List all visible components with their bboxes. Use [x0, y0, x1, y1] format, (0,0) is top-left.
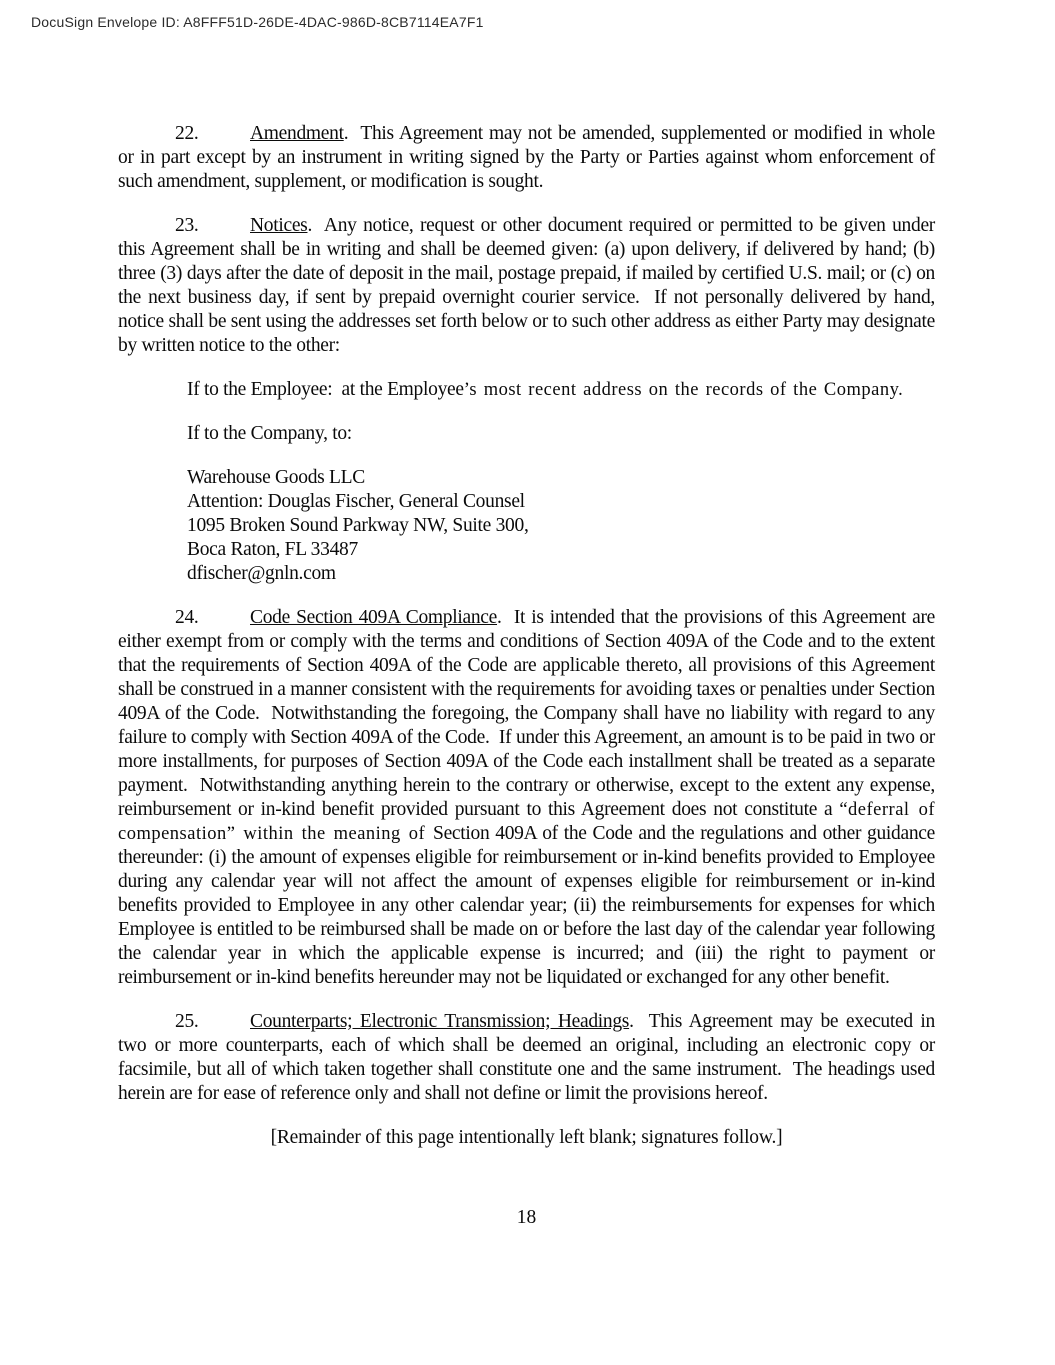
paragraph-22-heading: Amendment [250, 123, 344, 144]
paragraph-25-heading: Counterparts; Electronic Transmission; Headings [250, 1011, 630, 1032]
paragraph-25-number: 25. [175, 1011, 199, 1032]
paragraph-24-text-1: It is intended that the provisions of this Agreement are either exempt from or comply with the terms and conditions of Section 409A of the Code and to the extent that the requirements of Section 409A of the Code are applicable thereto, all provisions of this Agreement shall be construed in a manner consistent with the requirements for avoiding taxes or penalties under Section 409A of the Code. Notwithstanding the foregoing, the Company shall have no liability with regard to any failure to comply with Section 409A of the Code. If under this Agreement, an amount is to be paid in two or more installments, for purposes of Section 409A of the Code each installment shall be treated as a separate payment. Notwithstanding anything herein to the contrary or otherwise, except to the extent any expense, reimbursement or in-kind benefit provided pursuant to this Agreement does not constitute a [118, 607, 936, 820]
employee-notice-line [118, 378, 935, 402]
paragraph-24-heading: Code Section 409A Compliance [250, 607, 498, 628]
paragraph-22-number: 22. [175, 123, 199, 144]
paragraph-24-separator: . [497, 607, 514, 628]
company-notice-line: If to the Company, to: [187, 423, 352, 444]
paragraph-23 [118, 214, 935, 358]
paragraph-22-separator: . [343, 123, 361, 144]
paragraph-24 [118, 606, 935, 990]
remainder-note: [Remainder of this page intentionally left blank; signatures follow.] [270, 1127, 783, 1148]
employee-notice-rest: ’s most recent address on the records of the Company. [463, 380, 904, 400]
paragraph-23-separator: . [307, 215, 324, 236]
attention-line: Attention: Douglas Fischer, General Counsel [187, 491, 525, 512]
document-body [118, 122, 935, 1230]
paragraph-22-text: This Agreement may not be amended, supplemented or modified in whole or in part except by an instrument in writing signed by the Party or Parties against whom enforcement of such amendment, supplement, or modification is sought. [118, 123, 936, 192]
paragraph-25-separator: . [629, 1011, 649, 1032]
employee-notice-prefix: If to the Employee: at the Employee [187, 379, 464, 400]
page-number: 18 [516, 1207, 537, 1228]
paragraph-24-text-2: Section 409A of the Code and the regulations and other guidance thereunder: (i) the amount of expenses eligible for reimbursement or in-kind benefits provided to Employee during any calendar year will not affect the amount of expenses eligible for reimbursement or in-kind benefits provided to Employee in any other calendar year; (ii) the reimbursements for expenses for which Employee is entitled to be reimbursed shall be made on or before the last day of the calendar year following the calendar year in which the applicable expense is incurred; and (iii) the right to payment or reimbursement or in-kind benefits hereunder may not be liquidated or exchanged for any other benefit. [118, 823, 935, 988]
paragraph-24-quoted-term: “deferral of compensation” within the meaning of [118, 800, 935, 844]
company-address-block [118, 466, 935, 586]
paragraph-23-text: Any notice, request or other document required or permitted to be given under this Agreement shall be in writing and shall be deemed given: (a) upon delivery, if delivered by hand; (b) three (3) days after the date of deposit in the mail, postage prepaid, if mailed by certified U.S. mail; or (c) on the next business day, if sent by prepaid overnight courier service. If not personally delivered by hand, notice shall be sent using the addresses set forth below or to such other address as either Party may designate by written notice to the other: [118, 215, 935, 356]
paragraph-23-heading: Notices [250, 215, 308, 236]
city-state-zip: Boca Raton, FL 33487 [187, 539, 358, 560]
paragraph-23-number: 23. [175, 215, 199, 236]
company-name: Warehouse Goods LLC [187, 467, 365, 488]
paragraph-22 [118, 122, 935, 194]
paragraph-24-number: 24. [175, 607, 199, 628]
paragraph-25 [118, 1010, 935, 1106]
docusign-envelope-id: DocuSign Envelope ID: A8FFF51D-26DE-4DAC-986D-8CB7114EA7F1 [31, 14, 484, 30]
street-address: 1095 Broken Sound Parkway NW, Suite 300, [187, 515, 529, 536]
email-address: dfischer@gnln.com [187, 563, 336, 584]
paragraph-25-text: This Agreement may be executed in two or more counterparts, each of which shall be deemed an original, including an electronic copy or facsimile, but all of which taken together shall constitute one and the same instrument. The headings used herein are for ease of reference only and shall not define or limit the provisions hereof. [118, 1011, 935, 1104]
